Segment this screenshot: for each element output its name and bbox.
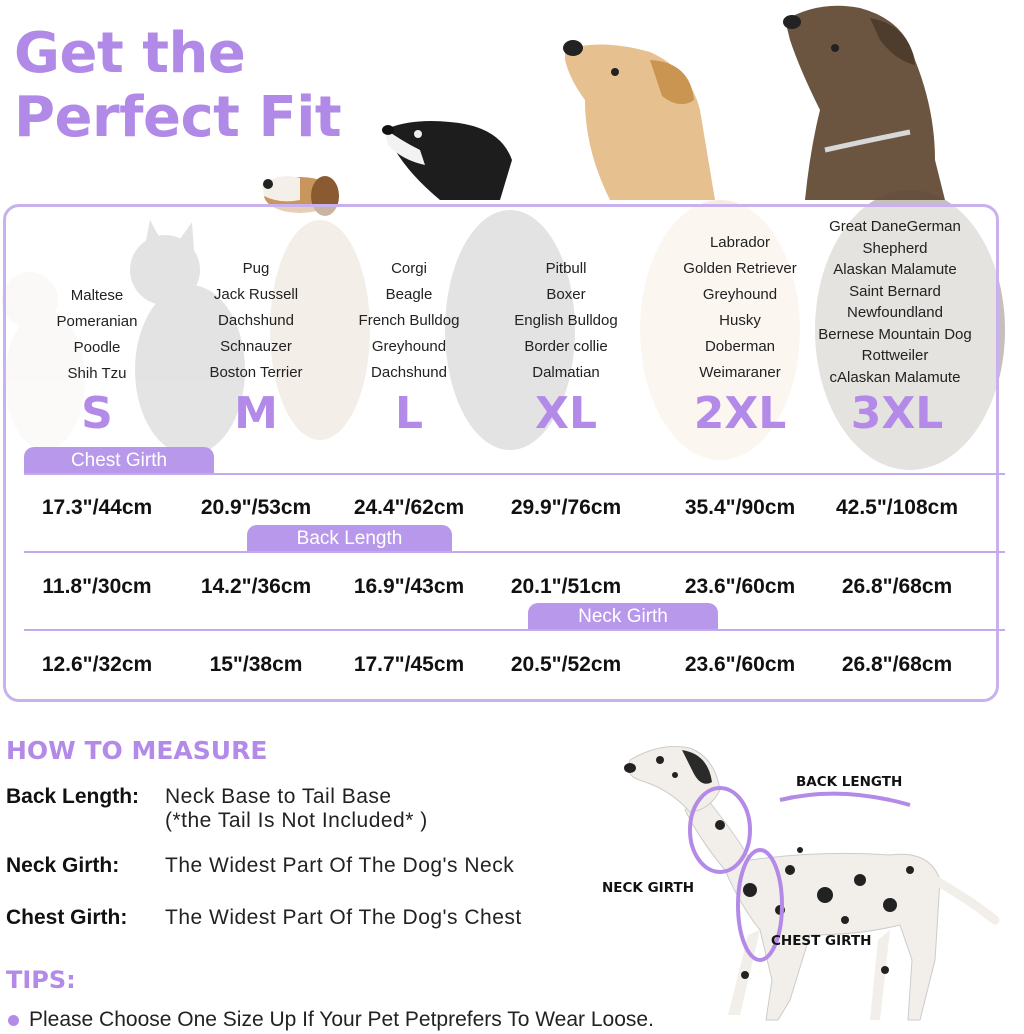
row-divider [24,551,1005,553]
breed-name: Bernese Mountain Dog [818,325,972,343]
chest-value-xl: 29.9"/76cm [510,496,622,519]
neck-girth-label: Neck Girth: [6,854,120,877]
page-title [14,22,341,150]
breed-name: Saint Bernard [849,282,941,300]
tip-text: Please Choose One Size Up If Your Pet Petprefers To Wear Loose. [29,1008,654,1031]
breed-name: Shepherd [862,239,928,257]
back-value-3xl: 26.8"/68cm [841,575,953,598]
breed-name: Greyhound [371,338,447,355]
chest-value-l: 24.4"/62cm [353,496,465,519]
breed-name: Greyhound [702,286,778,303]
title-line-1: Get the [14,21,246,86]
breed-name: Corgi [391,260,427,277]
breed-name: Shih Tzu [67,365,127,382]
breed-name: Great DaneGerman [829,218,961,235]
title-line-2: Perfect Fit [14,85,342,150]
diagram-chest-girth-label: CHEST GIRTH [771,933,872,949]
diagram-back-length-label: BACK LENGTH [796,774,903,790]
breed-list-xl [481,256,651,386]
chest-value-m: 20.9"/53cm [200,496,312,519]
size-label-l: L [394,388,424,439]
breed-name: Newfoundland [847,304,943,321]
breed-name: cAlaskan Malamute [829,368,961,386]
chest-girth-pill: Chest Girth [24,447,214,475]
neck-value-3xl: 26.8"/68cm [841,653,953,676]
breed-name: Dachshund [218,312,294,329]
breed-name: Dalmatian [532,364,600,381]
back-length-desc: Neck Base to Tail Base [165,785,392,808]
breed-name: French Bulldog [358,312,460,329]
breed-name: Boston Terrier [209,364,303,381]
breed-name: Rottweiler [861,347,929,364]
breed-name: Alaskan Malamute [833,261,957,278]
diagram-neck-girth-label: NECK GIRTH [602,880,694,896]
back-length-note: (*the Tail Is Not Included* ) [165,809,428,832]
breed-name: Boxer [546,286,586,303]
breed-name: English Bulldog [514,312,618,329]
breed-name: Labrador [709,234,771,251]
row-divider [24,473,1005,475]
chest-value-3xl: 42.5"/108cm [835,496,959,519]
chest-girth-desc: The Widest Part Of The Dog's Chest [165,906,522,929]
back-length-line [780,794,910,805]
size-label-s: S [81,388,113,439]
breed-list-3xl [800,216,990,388]
back-value-2xl: 23.6"/60cm [684,575,796,598]
breed-name: Husky [719,312,761,329]
breed-list-l [324,256,494,386]
back-value-s: 11.8"/30cm [42,575,152,598]
breed-name: Beagle [385,286,433,303]
back-value-l: 16.9"/43cm [353,575,465,598]
neck-girth-desc: The Widest Part Of The Dog's Neck [165,854,515,877]
size-label-2xl: 2XL [693,388,787,439]
back-length-pill: Back Length [247,525,452,553]
back-length-label: Back Length: [6,785,140,808]
bullet-icon [8,1015,19,1026]
breed-name: Golden Retriever [683,260,797,277]
neck-value-2xl: 23.6"/60cm [684,653,796,676]
size-label-m: M [234,388,278,439]
neck-value-m: 15"/38cm [209,653,303,676]
breed-name: Weimaraner [699,364,781,381]
breed-name: Pomeranian [56,313,138,330]
tips-heading: TIPS: [6,966,76,994]
breed-name: Maltese [70,287,124,304]
tip-item [8,1008,654,1032]
breed-name: Border collie [524,338,608,355]
breed-name: Schnauzer [220,338,292,355]
neck-value-xl: 20.5"/52cm [510,653,622,676]
breed-name: Dachshund [371,364,447,381]
size-label-xl: XL [535,388,597,439]
breed-name: Jack Russell [213,286,299,303]
breed-name: Pitbull [545,260,587,277]
back-value-m: 14.2"/36cm [200,575,312,598]
neck-girth-pill: Neck Girth [528,603,718,631]
breed-list-m [171,256,341,386]
chest-value-s: 17.3"/44cm [41,496,153,519]
breed-name: Pug [242,260,270,277]
size-label-3xl: 3XL [850,388,944,439]
neck-value-l: 17.7"/45cm [353,653,465,676]
neck-value-s: 12.6"/32cm [41,653,153,676]
chest-value-2xl: 35.4"/90cm [684,496,796,519]
breed-name: Doberman [704,338,776,355]
chest-girth-label: Chest Girth: [6,906,128,929]
how-to-measure-heading: HOW TO MEASURE [6,736,268,765]
back-value-xl: 20.1"/51cm [510,575,622,598]
breed-name: Poodle [73,339,121,356]
row-divider [24,629,1005,631]
breed-list-s [12,283,182,387]
